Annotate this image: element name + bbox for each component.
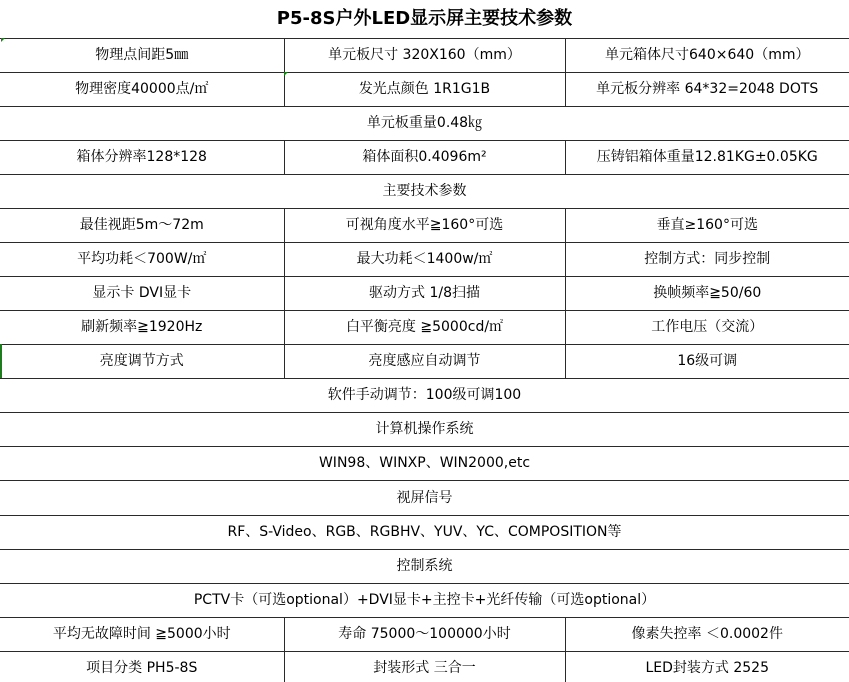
table-cell[interactable]: 压铸铝箱体重量12.81KG±0.05KG <box>565 140 849 174</box>
table-cell[interactable]: 工作电压（交流） <box>565 310 849 344</box>
table-row <box>0 549 849 583</box>
cell-marker <box>1 38 5 42</box>
table-row <box>0 242 849 276</box>
table-cell[interactable]: 箱体分辨率128*128 <box>0 140 284 174</box>
table-cell[interactable]: 发光点颜色 1R1G1B <box>284 72 565 106</box>
table-cell[interactable]: 寿命 75000～100000小时 <box>284 617 565 651</box>
section-cell[interactable]: PCTV卡（可选optional）+DVI显卡+主控卡+光纤传输（可选optional） <box>0 583 849 617</box>
table-row <box>0 276 849 310</box>
table-cell[interactable]: 项目分类 PH5-8S <box>0 651 284 682</box>
section-cell[interactable]: 单元板重量0.48㎏ <box>0 106 849 140</box>
table-row <box>0 140 849 174</box>
table-row <box>0 72 849 106</box>
table-cell[interactable]: 亮度感应自动调节 <box>284 344 565 378</box>
table-row <box>0 617 849 651</box>
section-cell[interactable]: RF、S-Video、RGB、RGBHV、YUV、YC、COMPOSITION等 <box>0 515 849 549</box>
table-row <box>0 515 849 549</box>
table-row <box>0 480 849 515</box>
table-cell[interactable]: 平均功耗＜700W/㎡ <box>0 242 284 276</box>
table-row <box>0 38 849 72</box>
table-cell[interactable]: 平均无故障时间 ≧5000小时 <box>0 617 284 651</box>
table-cell[interactable]: 箱体面积0.4096m² <box>284 140 565 174</box>
table-row <box>0 174 849 208</box>
table-cell[interactable]: 最大功耗＜1400w/㎡ <box>284 242 565 276</box>
table-cell[interactable]: 控制方式：同步控制 <box>565 242 849 276</box>
table-cell[interactable]: 像素失控率 ＜0.0002件 <box>565 617 849 651</box>
section-cell[interactable]: 计算机操作系统 <box>0 412 849 446</box>
table-cell[interactable]: 刷新频率≧1920Hz <box>0 310 284 344</box>
table-row <box>0 651 849 682</box>
section-cell[interactable]: 主要技术参数 <box>0 174 849 208</box>
table-row <box>0 412 849 446</box>
table-cell[interactable]: 亮度调节方式 <box>0 344 284 378</box>
table-row <box>0 583 849 617</box>
table-cell[interactable]: 单元板尺寸 320X160（mm） <box>284 38 565 72</box>
table-cell[interactable]: 封装形式 三合一 <box>284 651 565 682</box>
table-cell[interactable]: 物理密度40000点/㎡ <box>0 72 284 106</box>
section-cell[interactable]: 视屏信号 <box>0 480 849 515</box>
section-cell[interactable]: 软件手动调节：100级可调100 <box>0 378 849 412</box>
table-cell[interactable]: 驱动方式 1/8扫描 <box>284 276 565 310</box>
table-cell[interactable]: 物理点间距5㎜ <box>0 38 284 72</box>
table-cell[interactable]: 显示卡 DVI显卡 <box>0 276 284 310</box>
table-title: P5-8S户外LED显示屏主要技术参数 <box>0 0 849 38</box>
section-cell[interactable]: WIN98、WINXP、WIN2000,etc <box>0 446 849 480</box>
table-row <box>0 208 849 242</box>
table-row <box>0 446 849 480</box>
section-cell[interactable]: 控制系统 <box>0 549 849 583</box>
table-cell[interactable]: LED封装方式 2525 <box>565 651 849 682</box>
table-cell[interactable]: 垂直≥160°可选 <box>565 208 849 242</box>
table-cell[interactable]: 白平衡亮度 ≧5000cd/㎡ <box>284 310 565 344</box>
table-row <box>0 344 849 378</box>
title-row <box>0 0 849 38</box>
cell-marker <box>284 72 288 76</box>
table-row <box>0 106 849 140</box>
table-cell[interactable]: 16级可调 <box>565 344 849 378</box>
table-cell[interactable]: 单元板分辨率 64*32=2048 DOTS <box>565 72 849 106</box>
table-cell[interactable]: 换帧频率≧50/60 <box>565 276 849 310</box>
table-row <box>0 310 849 344</box>
table-cell[interactable]: 最佳视距5m～72m <box>0 208 284 242</box>
selection-edge <box>0 344 2 378</box>
table-cell[interactable]: 单元箱体尺寸640×640（mm） <box>565 38 849 72</box>
table-cell[interactable]: 可视角度水平≧160°可选 <box>284 208 565 242</box>
table-row <box>0 378 849 412</box>
